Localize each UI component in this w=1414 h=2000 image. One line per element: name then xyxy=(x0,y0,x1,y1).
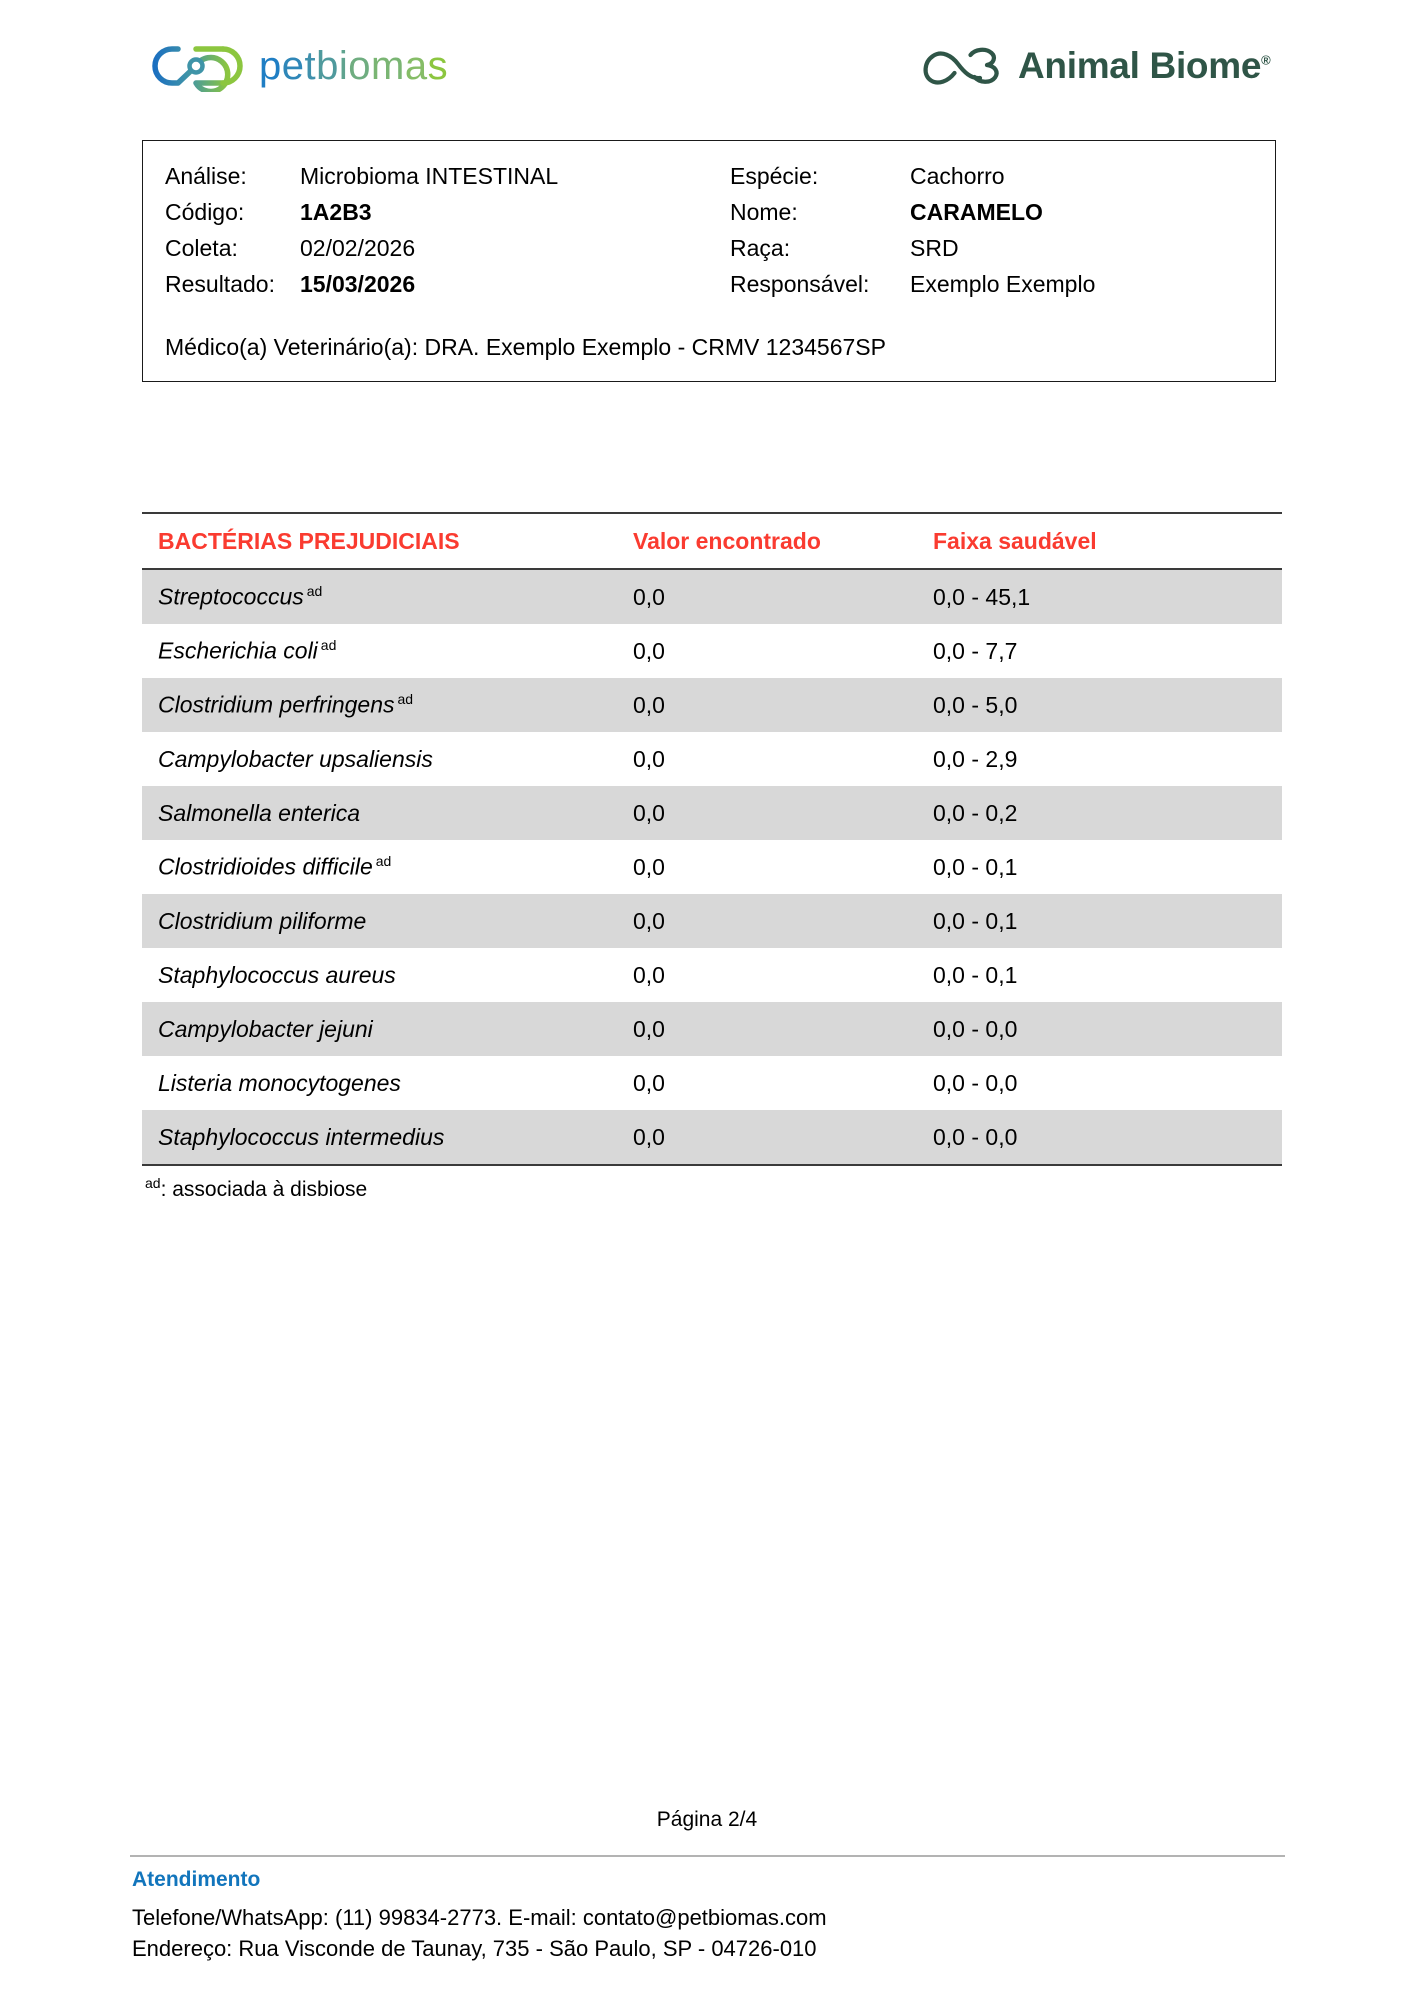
dysbiosis-marker: ad xyxy=(375,853,392,870)
table-header-row xyxy=(142,513,1282,569)
nome-value: CARAMELO xyxy=(910,198,1043,225)
found-value-cell: 0,0 xyxy=(633,637,665,664)
found-value-cell: 0,0 xyxy=(633,853,665,880)
found-value-cell: 0,0 xyxy=(617,1002,917,1056)
codigo-label: Código: xyxy=(165,198,245,225)
dysbiosis-marker: ad xyxy=(320,637,337,654)
dysbiosis-marker: ad xyxy=(397,691,414,708)
healthy-range-cell: 0,0 - 2,9 xyxy=(933,745,1018,772)
codigo-value: 1A2B3 xyxy=(300,198,372,225)
bacteria-name-cell: Clostridium piliforme xyxy=(142,894,617,948)
animal-biome-text: Animal Biome xyxy=(1018,44,1262,86)
coleta-label: Coleta: xyxy=(165,234,238,261)
found-value-cell: 0,0 xyxy=(633,745,665,772)
table-row xyxy=(142,569,1282,624)
page-number: Página 2/4 xyxy=(656,1808,758,1831)
table-row xyxy=(142,894,1282,948)
contact-line: Telefone/WhatsApp: (11) 99834-2773. E-mail: contato@petbiomas.com xyxy=(132,1905,827,1930)
found-value-cell: 0,0 xyxy=(617,786,917,840)
header-logo-bar xyxy=(0,22,1414,108)
bacteria-name-cell: Salmonella enterica xyxy=(142,786,617,840)
table-row xyxy=(142,678,1282,732)
patient-info-grid xyxy=(165,159,1253,302)
resultado-value: 15/03/2026 xyxy=(300,270,416,297)
table-row xyxy=(142,732,1282,786)
healthy-range-cell: 0,0 - 0,0 xyxy=(917,1110,1282,1165)
table-row xyxy=(142,786,1282,840)
responsavel-value: Exemplo Exemplo xyxy=(910,270,1096,297)
healthy-range-cell: 0,0 - 5,0 xyxy=(917,678,1282,732)
animal-biome-wordmark xyxy=(1018,44,1271,86)
registered-mark: ® xyxy=(1261,52,1271,68)
healthy-range-cell: 0,0 - 7,7 xyxy=(933,637,1018,664)
healthy-range-cell: 0,0 - 0,2 xyxy=(917,786,1282,840)
column-header-range: Faixa saudável xyxy=(917,513,1282,569)
support-heading: Atendimento xyxy=(132,1868,261,1891)
healthy-range-cell: 0,0 - 0,1 xyxy=(917,894,1282,948)
table-row xyxy=(142,948,1282,1002)
footnote-marker: ad xyxy=(145,1175,161,1191)
bacteria-name-cell: Campylobacter upsaliensis xyxy=(158,745,433,772)
found-value-cell: 0,0 xyxy=(633,1069,665,1096)
infinity-logo-icon xyxy=(918,42,1004,88)
bacteria-name-cell: Escherichia coli $^{ad}$ xyxy=(158,637,337,664)
petbiomas-wordmark: petbiomas xyxy=(259,44,449,88)
bacteria-name-cell: Streptococcus $^{ad}$ xyxy=(142,569,617,624)
raca-value: SRD xyxy=(910,234,959,261)
animal-biome-logo xyxy=(918,42,1270,88)
resultado-label: Resultado: xyxy=(165,270,275,297)
table-head xyxy=(142,513,1282,569)
patient-info-box xyxy=(142,140,1276,382)
found-value-cell: 0,0 xyxy=(617,569,917,624)
column-header-bacteria: BACTÉRIAS PREJUDICIAIS xyxy=(142,513,617,569)
bacteria-name-cell: Listeria monocytogenes xyxy=(158,1069,401,1096)
analise-value: Microbioma INTESTINAL xyxy=(300,163,559,189)
table-body xyxy=(142,569,1282,1165)
healthy-range-cell: 0,0 - 0,1 xyxy=(933,961,1018,988)
table-row xyxy=(142,624,1282,678)
footer-contact-block xyxy=(132,1868,1332,1964)
coleta-value: 02/02/2026 xyxy=(300,234,416,261)
found-value-cell: 0,0 xyxy=(633,961,665,988)
especie-value: Cachorro xyxy=(910,163,1005,189)
bacteria-name-cell: Clostridium perfringens $^{ad}$ xyxy=(142,678,617,732)
especie-label: Espécie: xyxy=(730,163,819,189)
column-header-value: Valor encontrado xyxy=(617,513,917,569)
found-value-cell: 0,0 xyxy=(617,894,917,948)
infinity-paw-logo-icon xyxy=(148,40,253,92)
table-row xyxy=(142,1002,1282,1056)
harmful-bacteria-table xyxy=(142,512,1282,1166)
found-value-cell: 0,0 xyxy=(617,1110,917,1165)
nome-label: Nome: xyxy=(730,198,798,225)
footer-divider xyxy=(130,1855,1285,1857)
found-value-cell: 0,0 xyxy=(617,678,917,732)
analise-label: Análise: xyxy=(165,163,247,189)
healthy-range-cell: 0,0 - 0,1 xyxy=(933,853,1018,880)
harmful-bacteria-section xyxy=(142,512,1282,1202)
dysbiosis-marker: ad xyxy=(306,583,323,600)
table-footnote xyxy=(142,1175,1282,1202)
bacteria-name-cell: Staphylococcus aureus xyxy=(158,961,396,988)
healthy-range-cell: 0,0 - 45,1 xyxy=(917,569,1282,624)
table-row xyxy=(142,1110,1282,1165)
responsavel-label: Responsável: xyxy=(730,270,870,297)
healthy-range-cell: 0,0 - 0,0 xyxy=(917,1002,1282,1056)
bacteria-name-cell: Campylobacter jejuni xyxy=(142,1002,617,1056)
footnote-text: : associada à disbiose xyxy=(160,1178,368,1201)
address-line: Endereço: Rua Visconde de Taunay, 735 - São Paulo, SP - 04726-010 xyxy=(132,1936,817,1962)
veterinarian-line: Médico(a) Veterinário(a): DRA. Exemplo Exemplo - CRMV 1234567SP xyxy=(165,333,886,360)
table-row xyxy=(142,840,1282,894)
raca-label: Raça: xyxy=(730,234,791,261)
healthy-range-cell: 0,0 - 0,0 xyxy=(933,1069,1018,1096)
bacteria-name-cell: Staphylococcus intermedius xyxy=(142,1110,617,1165)
petbiomas-logo xyxy=(148,40,448,92)
table-row xyxy=(142,1056,1282,1110)
bacteria-name-cell: Clostridioides difficile $^{ad}$ xyxy=(158,853,392,880)
